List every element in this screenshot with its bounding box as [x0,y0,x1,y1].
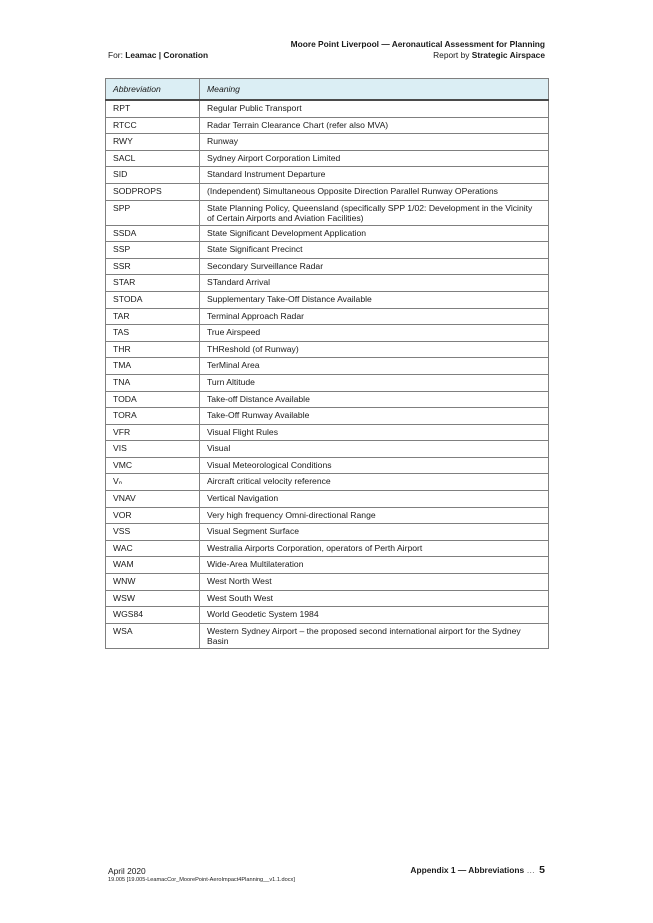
abbreviation-cell: SID [106,167,200,184]
page-number: 5 [539,864,545,876]
meaning-cell: Visual Meteorological Conditions [200,457,549,474]
abbreviation-cell: THR [106,341,200,358]
table-row [106,507,549,524]
abbreviation-cell: RWY [106,134,200,151]
table-row [106,358,549,375]
abbreviation-cell: VFR [106,424,200,441]
table-row [106,391,549,408]
abbreviation-cell: TNA [106,374,200,391]
abbreviation-cell: TAS [106,325,200,342]
abbreviation-cell: SSR [106,258,200,275]
table-row [106,408,549,425]
meaning-cell: Turn Altitude [200,374,549,391]
abbreviation-cell: TAR [106,308,200,325]
abbreviation-cell: WGS84 [106,607,200,624]
meaning-cell: Western Sydney Airport – the proposed second international airport for the Sydney Basin [200,623,549,648]
report-by-line [291,50,545,61]
abbreviation-cell: WSA [106,623,200,648]
abbreviation-cell: SPP [106,200,200,225]
footer-section: Appendix 1 — Abbreviations [410,865,525,875]
table-row [106,607,549,624]
table-row [106,100,549,117]
meaning-cell: State Significant Development Application [200,225,549,242]
meaning-cell: (Independent) Simultaneous Opposite Direction Parallel Runway OPerations [200,183,549,200]
meaning-cell: Take-off Distance Available [200,391,549,408]
abbreviation-cell: VSS [106,524,200,541]
meaning-cell: Regular Public Transport [200,100,549,117]
meaning-cell: Visual Segment Surface [200,524,549,541]
abbreviation-cell: VNAV [106,491,200,508]
abbreviation-cell: SSDA [106,225,200,242]
document-title: Moore Point Liverpool — Aeronautical Assessment for Planning [290,39,545,49]
client-name: Leamac | Coronation [125,50,209,60]
table-row [106,134,549,151]
table-row [106,200,549,225]
meaning-cell: West North West [200,574,549,591]
abbreviation-cell: TORA [106,408,200,425]
abbreviation-cell: SACL [106,150,200,167]
table-row [106,623,549,648]
table-row [106,574,549,591]
report-by-prefix: Report by [433,50,470,60]
abbreviation-cell: STODA [106,291,200,308]
abbreviation-cell: RTCC [106,117,200,134]
table-row [106,242,549,259]
meaning-cell: Take-Off Runway Available [200,408,549,425]
abbreviation-cell: WAM [106,557,200,574]
table-row [106,540,549,557]
meaning-cell: Secondary Surveillance Radar [200,258,549,275]
meaning-cell: Runway [200,134,549,151]
table-row [106,150,549,167]
meaning-cell: World Geodetic System 1984 [200,607,549,624]
page-header-right [291,39,545,61]
meaning-cell: THReshold (of Runway) [200,341,549,358]
meaning-cell: Aircraft critical velocity reference [200,474,549,491]
meaning-cell: State Planning Policy, Queensland (specifically SPP 1/02: Development in the Vicinity of Certain Airports and Aviation Facilities) [200,200,549,225]
table-row [106,225,549,242]
table-row [106,183,549,200]
report-by-name: Strategic Airspace [471,50,545,60]
table-row [106,424,549,441]
meaning-cell: TerMinal Area [200,358,549,375]
table-row [106,491,549,508]
table-row [106,474,549,491]
table-row [106,275,549,292]
table-row [106,590,549,607]
table-header-row [106,79,549,101]
footer-left [108,866,295,884]
meaning-cell: Visual [200,441,549,458]
meaning-cell: State Significant Precinct [200,242,549,259]
meaning-cell: Sydney Airport Corporation Limited [200,150,549,167]
meaning-cell: Vertical Navigation [200,491,549,508]
abbreviation-cell: SSP [106,242,200,259]
meaning-cell: STandard Arrival [200,275,549,292]
table-row [106,325,549,342]
table-row [106,524,549,541]
abbreviation-cell: VMC [106,457,200,474]
footer-right [410,864,545,876]
meaning-cell: Wide-Area Multilateration [200,557,549,574]
abbreviation-cell: WAC [106,540,200,557]
meaning-cell: Radar Terrain Clearance Chart (refer also MVA) [200,117,549,134]
meaning-cell: Very high frequency Omni-directional Range [200,507,549,524]
client-prefix: For: [108,50,123,60]
table-row [106,258,549,275]
footer-ellipsis: … [526,865,535,875]
abbreviation-cell: SODPROPS [106,183,200,200]
footer-filename: 19.005 [19.005-LeamacCor_MoorePoint-AeroImpact4Planning__v1.1.docx] [108,877,295,883]
meaning-cell: Supplementary Take-Off Distance Available [200,291,549,308]
abbreviation-cell: WSW [106,590,200,607]
abbreviations-table [105,78,549,649]
abbreviation-cell: VOR [106,507,200,524]
abbreviation-cell: Vₙ [106,474,200,491]
table-row [106,341,549,358]
header-abbreviation: Abbreviation [106,79,200,101]
table-row [106,374,549,391]
abbreviation-cell: VIS [106,441,200,458]
meaning-cell: Terminal Approach Radar [200,308,549,325]
abbreviation-cell: TODA [106,391,200,408]
table-row [106,117,549,134]
abbreviation-cell: TMA [106,358,200,375]
table-row [106,457,549,474]
table-row [106,441,549,458]
footer-date: April 2020 [108,866,146,876]
header-meaning: Meaning [200,79,549,101]
table-row [106,291,549,308]
meaning-cell: Westralia Airports Corporation, operators of Perth Airport [200,540,549,557]
meaning-cell: West South West [200,590,549,607]
meaning-cell: Visual Flight Rules [200,424,549,441]
table-row [106,557,549,574]
abbreviation-cell: STAR [106,275,200,292]
abbreviation-cell: RPT [106,100,200,117]
table-row [106,167,549,184]
table-row [106,308,549,325]
table-body [106,100,549,648]
client-line [108,50,208,61]
abbreviation-cell: WNW [106,574,200,591]
meaning-cell: Standard Instrument Departure [200,167,549,184]
meaning-cell: True Airspeed [200,325,549,342]
